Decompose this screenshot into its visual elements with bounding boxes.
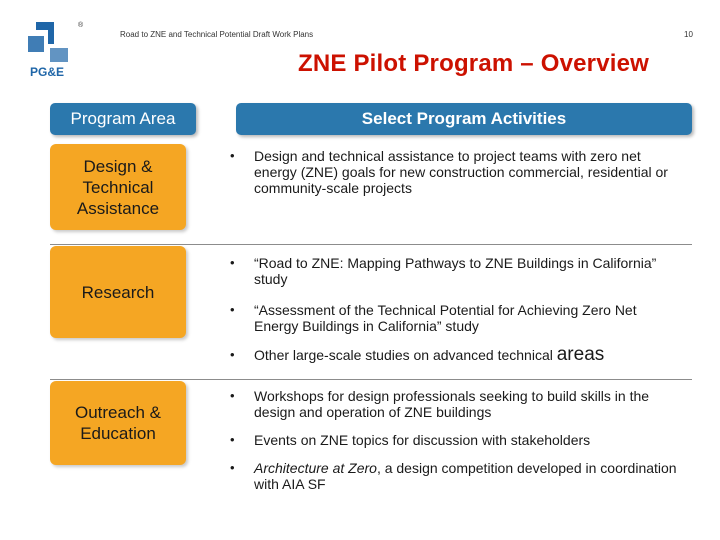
area-design-line-3: Assistance bbox=[76, 198, 160, 218]
program-area-header: Program Area bbox=[50, 103, 196, 135]
page-number: 10 bbox=[684, 30, 693, 39]
activity-text: “Road to ZNE: Mapping Pathways to ZNE Buildings in California” study bbox=[254, 255, 657, 287]
running-head: Road to ZNE and Technical Potential Draft Work Plans bbox=[120, 30, 314, 39]
bullet-marker: • bbox=[230, 388, 235, 403]
program-activities-header: Select Program Activities bbox=[236, 103, 692, 135]
bullet-marker: • bbox=[230, 302, 235, 317]
area-outreach-education bbox=[50, 381, 186, 465]
area-outreach-line-2: Education bbox=[80, 424, 156, 443]
activity-text-rest: , a design competition developed in coordination with AIA SF bbox=[254, 460, 677, 492]
activity-text: Design and technical assistance to project teams with zero net energy (ZNE) goals for new construction commercial, residential or community-scale projects bbox=[254, 148, 668, 196]
section-divider bbox=[50, 379, 692, 380]
registered-mark: ® bbox=[78, 22, 84, 29]
bullet-marker: • bbox=[230, 460, 235, 475]
area-research-label: Research bbox=[81, 282, 155, 302]
activity-text-main: Other large-scale studies on advanced technical bbox=[254, 347, 553, 363]
area-design-line-1: Design & bbox=[83, 156, 153, 176]
activity-text: Workshops for design professionals seeking to build skills in the design and operation of ZNE buildings bbox=[254, 388, 650, 420]
activity-text bbox=[254, 460, 680, 492]
area-research bbox=[50, 246, 186, 338]
bullet-marker: • bbox=[230, 148, 235, 163]
pge-logo bbox=[28, 22, 74, 78]
activity-text-italic: Architecture at Zero bbox=[254, 460, 377, 476]
bullet-marker: • bbox=[230, 347, 235, 362]
slide-title: ZNE Pilot Program – Overview bbox=[298, 50, 650, 77]
area-design-technical-assistance bbox=[50, 144, 186, 230]
logo-text: PG&E bbox=[30, 65, 65, 78]
activity-text bbox=[254, 344, 680, 365]
activity-text: Events on ZNE topics for discussion with stakeholders bbox=[254, 432, 591, 448]
bullet-marker: • bbox=[230, 432, 235, 447]
activity-text-areas: areas bbox=[556, 344, 605, 365]
area-outreach-line-1: Outreach & bbox=[75, 403, 161, 422]
area-design-line-2: Technical bbox=[82, 177, 154, 197]
activity-text: “Assessment of the Technical Potential for Achieving Zero Net Energy Buildings in California” study bbox=[254, 302, 637, 334]
section-divider bbox=[50, 244, 692, 245]
bullet-marker: • bbox=[230, 255, 235, 270]
